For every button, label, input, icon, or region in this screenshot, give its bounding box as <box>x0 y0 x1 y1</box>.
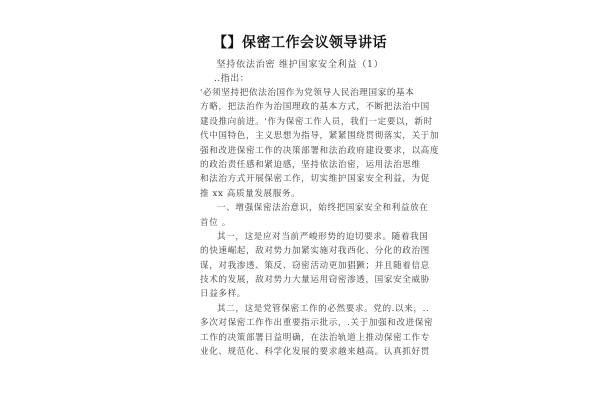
section-heading: 一、增强保密法治意识，始终把国家安全和利益放在 <box>217 203 429 214</box>
body-line: 和法治方式开展保密工作，切实维护国家安全利益，为促 <box>200 174 430 185</box>
body-line: 多次对保密工作作出重要指示批示，.关于加强和改进保密 <box>200 318 434 329</box>
body-line: 谋，对我渗透、策反、窃密活动更加猖獗；并且随着信息 <box>200 260 430 271</box>
intro-line: ..指出： <box>214 74 250 84</box>
body-line: 推 xx 高质量发展服务。 <box>200 188 301 199</box>
body-line: 工作的决策部署日益明确，在法治轨道上推动保密工作专 <box>200 332 430 343</box>
body-line: 建设推向前进。'作为保密工作人员，我们一定要以，新时 <box>200 116 433 127</box>
body-line: 的快速崛起，敌对势力加紧实施对我西化、分化的政治图 <box>200 246 430 257</box>
body-text <box>200 86 440 359</box>
body-line: 首位 。 <box>200 217 231 228</box>
document-title: 【】保密工作会议领导讲话 <box>213 35 387 51</box>
body-line: 的政治责任感和紧迫感，坚持依法治密，运用法治思维 <box>200 159 421 170</box>
body-line: 方略，把法治作为治国理政的基本方式，不断把法治中国 <box>200 102 430 113</box>
body-line: '必须坚持把依法治国作为党领导人民治理国家的基本 <box>200 88 415 98</box>
paragraph-start: 其一，这是应对当前严峻形势的迫切要求。随着我国 <box>217 231 429 242</box>
body-line: 日益多样。 <box>200 289 246 300</box>
paragraph-start: 其二，这是党管保密工作的必然要求。党的.以来，.. <box>217 303 430 314</box>
document-subtitle: 坚持依法治密 维护国家安全利益（1） <box>216 60 384 70</box>
body-line: 代中国特色，主义思想为指导，紧紧围绕贯彻落实，关于加 <box>200 131 440 142</box>
body-line: 强和改进保密工作的决策部署和法治政府建设要求，以高度 <box>200 145 440 156</box>
body-line: 业化、规范化、科学化发展的要求越来越高。认真抓好贯 <box>200 347 430 358</box>
body-line: 技术的发展，敌对势力大量运用窃密渗透，国家安全威胁 <box>200 275 430 286</box>
